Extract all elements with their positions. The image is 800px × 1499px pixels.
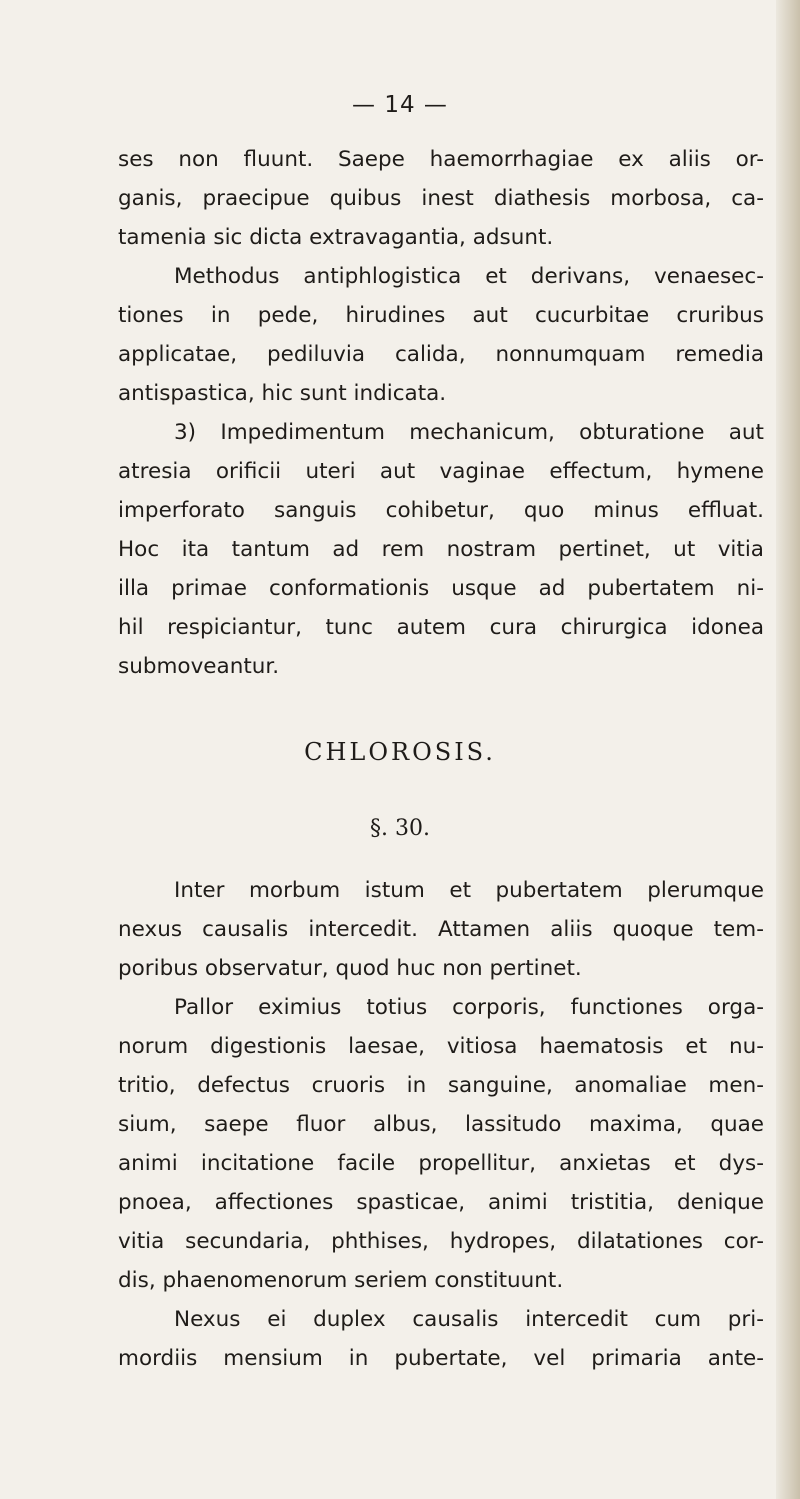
text-line: tamenia sic dicta extravagantia, adsunt. (118, 225, 554, 250)
text-line: 3) Impedimentum mechanicum, obturatione aut (174, 420, 764, 445)
text-line: pnoea, affectiones spasticae, animi tristitia, denique (118, 1190, 764, 1215)
text-line: animi incitatione facile propellitur, anxietas et dys- (118, 1151, 764, 1176)
text-line: nexus causalis intercedit. Attamen aliis quoque tem- (118, 917, 764, 942)
text-line: tiones in pede, hirudines aut cucurbitae cruribus (118, 303, 764, 328)
text-line: atresia orificii uteri aut vaginae effectum, hymene (118, 459, 764, 484)
text-line: sium, saepe fluor albus, lassitudo maxima, quae (118, 1112, 764, 1137)
text-line: submoveantur. (118, 654, 280, 679)
text-line: ses non fluunt. Saepe haemorrhagiae ex aliis or- (118, 147, 764, 172)
text-line: antispastica, hic sunt indicata. (118, 381, 447, 406)
section-heading: CHLOROSIS. (304, 738, 496, 766)
text-line: Hoc ita tantum ad rem nostram pertinet, ut vitia (118, 537, 764, 562)
text-line: Pallor eximius totius corporis, functiones orga- (174, 995, 764, 1020)
text-line: mordiis mensium in pubertate, vel primaria ante- (118, 1346, 764, 1371)
section-number: §. 30. (370, 816, 430, 841)
text-line: Inter morbum istum et pubertatem plerumque (174, 878, 764, 903)
text-line: tritio, defectus cruoris in sanguine, anomaliae men- (118, 1073, 764, 1098)
text-line: vitia secundaria, phthises, hydropes, dilatationes cor- (118, 1229, 764, 1254)
text-line: Nexus ei duplex causalis intercedit cum pri- (174, 1307, 764, 1332)
text-line: ganis, praecipue quibus inest diathesis morbosa, ca- (118, 186, 764, 211)
text-line: hil respiciantur, tunc autem cura chirurgica idonea (118, 615, 764, 640)
text-line: poribus observatur, quod huc non pertinet. (118, 956, 582, 981)
text-line: applicatae, pediluvia calida, nonnumquam remedia (118, 342, 764, 367)
text-line: illa primae conformationis usque ad pubertatem ni- (118, 576, 764, 601)
page-number: — 14 — (352, 92, 448, 118)
text-line: Methodus antiphlogistica et derivans, venaesec- (174, 264, 764, 289)
text-line: norum digestionis laesae, vitiosa haematosis et nu- (118, 1034, 764, 1059)
text-line: dis, phaenomenorum seriem constituunt. (118, 1268, 564, 1293)
text-line: imperforato sanguis cohibetur, quo minus effluat. (118, 498, 764, 523)
